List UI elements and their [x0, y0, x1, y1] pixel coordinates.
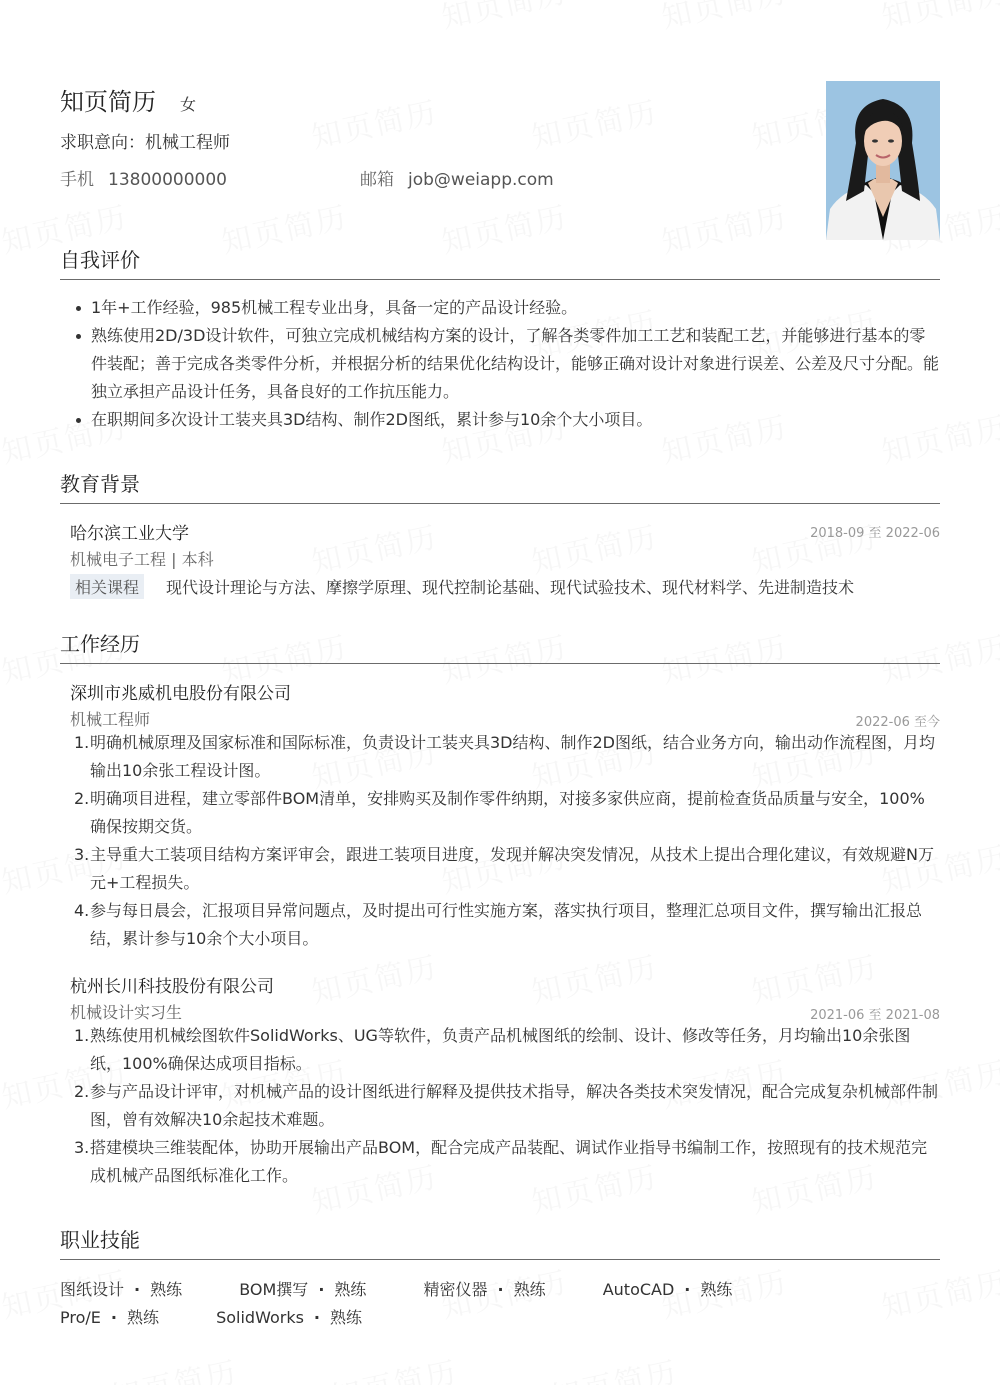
list-item: 2. 参与产品设计评审，对机械产品的设计图纸进行解释及提供技术指导，解决各类技术突发情况，配合完成复杂机械部件制图，曾有效解决10余起技术难题。	[74, 1082, 939, 1129]
job-intent-value: 机械工程师	[145, 133, 230, 153]
watermark	[877, 0, 1000, 37]
name-row	[60, 82, 196, 116]
skill-item: 图纸设计 · 熟练	[60, 1280, 183, 1299]
job-company: 杭州长川科技股份有限公司	[70, 977, 274, 997]
job-intent	[60, 128, 230, 153]
list-item: 4. 参与每日晨会，汇报项目异常问题点，及时提出可行性实施方案，落实执行项目，整理汇总项目文件，撰写输出汇报总结，累计参与10余个大小项目。	[74, 901, 923, 948]
courses-tag: 相关课程	[70, 574, 144, 599]
watermark	[657, 0, 791, 37]
bullet-icon	[76, 306, 81, 311]
job-date: 2022-06 至今	[855, 715, 940, 730]
courses-list: 现代设计理论与方法、摩擦学原理、现代控制论基础、现代试验技术、现代材料学、先进制造技术	[166, 578, 855, 597]
education-date: 2018-09 至 2022-06	[810, 526, 940, 541]
email	[360, 165, 554, 190]
self-eval-title: 自我评价	[60, 244, 940, 280]
contact-row	[60, 165, 760, 189]
watermark	[527, 512, 661, 582]
watermark	[327, 1347, 461, 1385]
watermark	[307, 512, 441, 582]
job-duties-list	[60, 729, 940, 953]
list-item: 1. 熟练使用机械绘图软件SolidWorks、UG等软件，负责产品机械图纸的绘制、设计、修改等任务，月均输出10余张图纸，100%确保达成项目指标。	[74, 1026, 911, 1073]
list-item: 1. 明确机械原理及国家标准和国际标准，负责设计工装夹具3D结构、制作2D图纸，结合业务方向，输出动作流程图，月均输出10余张工程设计图。	[74, 733, 936, 780]
watermark	[307, 87, 441, 157]
job-role: 机械工程师	[70, 710, 151, 729]
skills-title: 职业技能	[60, 1224, 940, 1260]
self-eval-list	[60, 294, 940, 434]
skills-list	[60, 1276, 940, 1332]
list-item: 1年+工作经验，985机械工程专业出身，具备一定的产品设计经验。	[60, 294, 940, 322]
watermark	[437, 0, 571, 37]
skill-item: BOM撰写 · 熟练	[239, 1280, 367, 1299]
education-title: 教育背景	[60, 468, 940, 504]
skill-item: 精密仪器 · 熟练	[423, 1280, 546, 1299]
email-label: 邮箱	[360, 170, 394, 190]
work-title: 工作经历	[60, 628, 940, 664]
list-item: 2. 明确项目进程，建立零部件BOM清单，安排购买及制作零件纳期，对接多家供应商，提前检查货品质量与安全，100%确保按期交货。	[74, 789, 925, 836]
school-name: 哈尔滨工业大学	[70, 524, 189, 544]
job-date: 2021-06 至 2021-08	[810, 1008, 940, 1023]
courses-row	[70, 574, 854, 599]
skill-item: SolidWorks · 熟练	[216, 1308, 363, 1327]
candidate-name: 知页简历	[60, 88, 156, 116]
major-degree: 机械电子工程 | 本科	[70, 550, 214, 569]
job-role: 机械设计实习生	[70, 1003, 183, 1022]
phone	[60, 165, 227, 190]
candidate-gender: 女	[180, 95, 197, 114]
list-item: 熟练使用2D/3D设计软件，可独立完成机械结构方案的设计，了解各类零件加工工艺和装配工艺，并能够进行基本的零件装配；善于完成各类零件分析，并根据分析的结果优化结构设计，能够正确对设计对象进行误差、公差及尺寸分配。能独立承担产品设计任务，具备良好的工作抗压能力。	[60, 322, 940, 406]
job-company: 深圳市兆威机电股份有限公司	[70, 684, 291, 704]
bullet-icon	[76, 418, 81, 423]
job-intent-label: 求职意向：	[60, 133, 145, 153]
list-item: 3. 主导重大工装项目结构方案评审会，跟进工装项目进度，发现并解决突发情况，从技术上提出合理化建议，有效规避N万元+工程损失。	[74, 845, 934, 892]
skill-item: AutoCAD · 熟练	[602, 1280, 733, 1299]
watermark	[547, 1347, 681, 1385]
job-duties-list	[60, 1022, 940, 1190]
list-item: 在职期间多次设计工装夹具3D结构、制作2D图纸，累计参与10余个大小项目。	[60, 406, 940, 434]
phone-value: 13800000000	[108, 170, 227, 190]
skill-item: Pro/E · 熟练	[60, 1308, 159, 1327]
phone-label: 手机	[60, 170, 94, 190]
bullet-icon	[76, 334, 81, 339]
watermark	[107, 1347, 241, 1385]
email-value: job@weiapp.com	[408, 170, 554, 190]
profile-photo	[826, 81, 940, 240]
list-item: 3. 搭建模块三维装配体，协助开展输出产品BOM，配合完成产品装配、调试作业指导书编制工作，按照现有的技术规范完成机械产品图纸标准化工作。	[74, 1138, 928, 1185]
watermark	[527, 87, 661, 157]
